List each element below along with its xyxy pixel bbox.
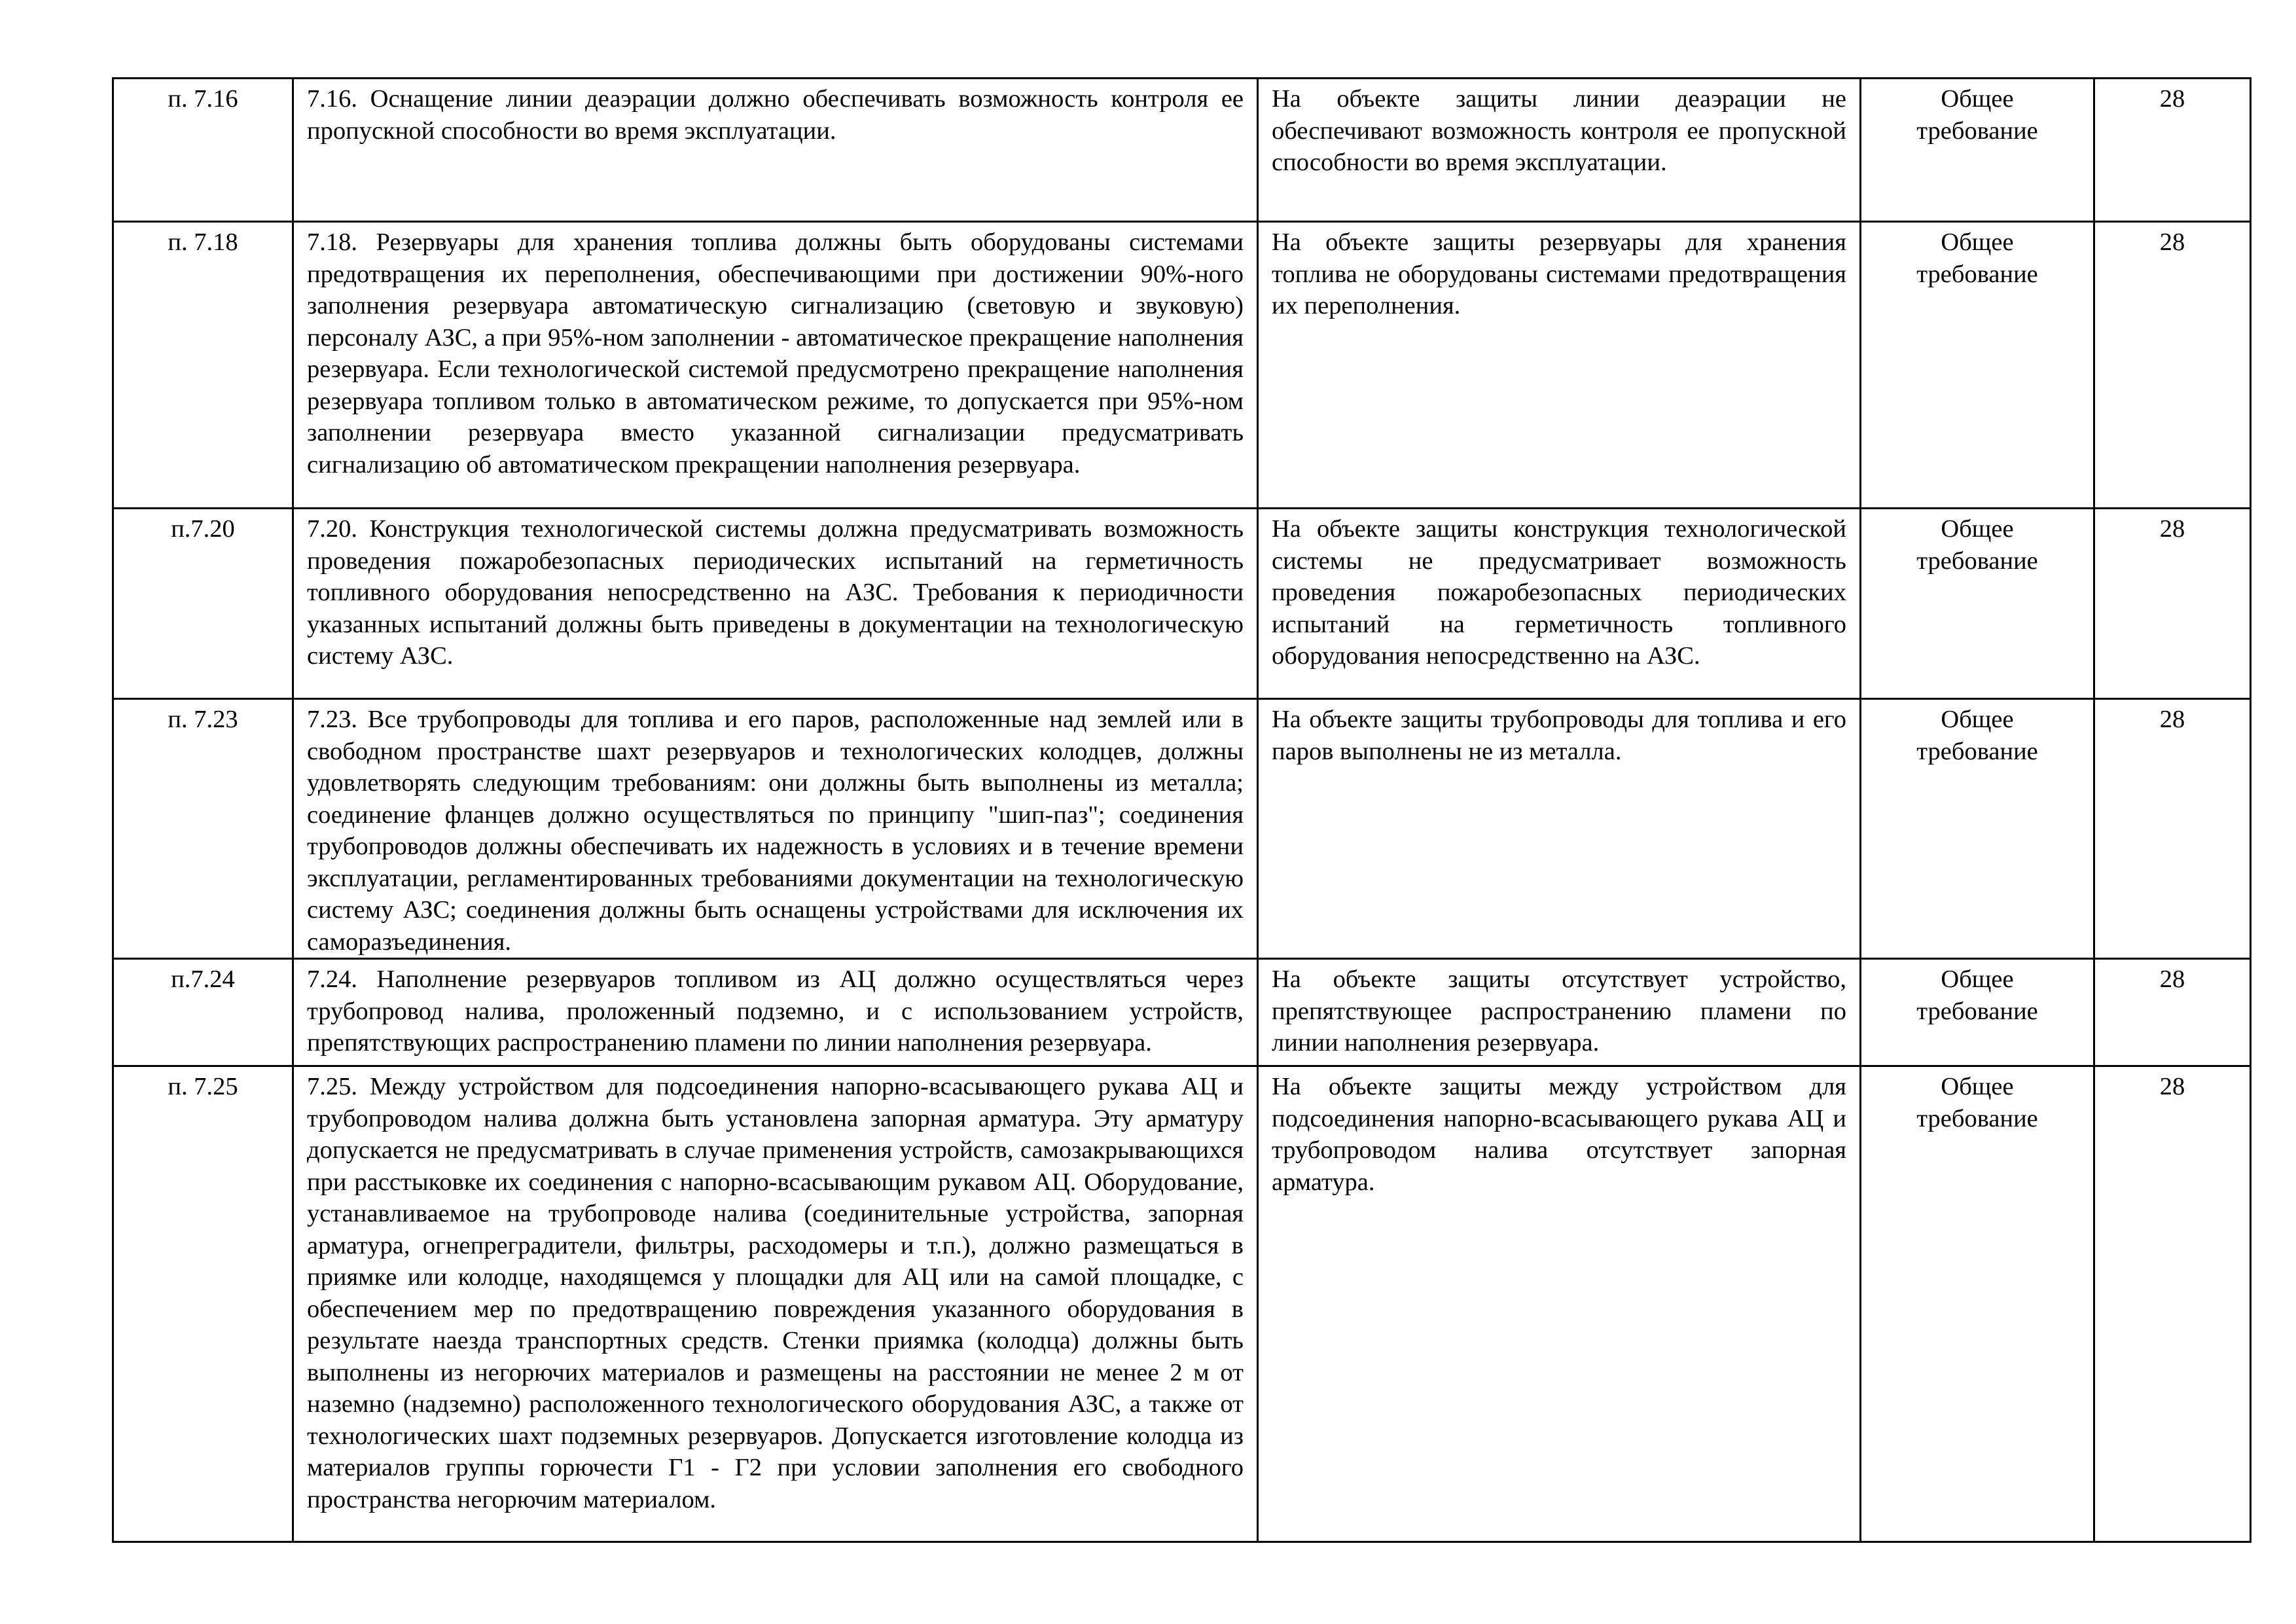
requirement-type-cell (1861, 699, 2094, 959)
clause-reference-cell: п. 7.16 (113, 79, 293, 222)
number-cell: 28 (2094, 1066, 2251, 1542)
requirement-type-line2: требование (1916, 1104, 2038, 1132)
requirement-text-cell: 7.16. Оснащение линии деаэрации должно обеспечивать возможность контроля ее пропускной способности во время эксплуатации. (293, 79, 1258, 222)
requirements-table (112, 77, 2251, 1543)
requirement-text-cell: 7.20. Конструкция технологической системы должна предусматривать возможность проведения пожаробезопасных периодических испытаний на герметичность топливного оборудования непосредственно на АЗС. Требования к периодичности указанных испытаний должны быть приведены в документации на технологическую систему АЗС. (293, 509, 1258, 699)
requirement-type-line1: Общее (1941, 228, 2014, 256)
clause-reference-cell: п. 7.23 (113, 699, 293, 959)
requirement-type-line1: Общее (1941, 965, 2014, 993)
requirement-type-cell (1861, 79, 2094, 222)
requirement-type-line1: Общее (1941, 706, 2014, 733)
number-cell: 28 (2094, 699, 2251, 959)
requirement-type-line1: Общее (1941, 1073, 2014, 1100)
requirement-type-cell (1861, 509, 2094, 699)
requirement-type-cell (1861, 959, 2094, 1066)
clause-reference-cell: п. 7.18 (113, 222, 293, 509)
requirement-type-cell (1861, 1066, 2094, 1542)
number-cell: 28 (2094, 959, 2251, 1066)
violation-description-cell: На объекте защиты резервуары для хранения топлива не оборудованы системами предотвращения их переполнения. (1258, 222, 1861, 509)
violation-description-cell: На объекте защиты линии деаэрации не обеспечивают возможность контроля ее пропускной способности во время эксплуатации. (1258, 79, 1861, 222)
table-row (113, 222, 2251, 509)
requirement-type-line2: требование (1916, 260, 2038, 288)
requirement-type-line2: требование (1916, 997, 2038, 1025)
clause-reference-cell: п.7.24 (113, 959, 293, 1066)
number-cell: 28 (2094, 79, 2251, 222)
clause-reference-cell: п. 7.25 (113, 1066, 293, 1542)
requirement-type-line1: Общее (1941, 515, 2014, 543)
violation-description-cell: На объекте защиты отсутствует устройство, препятствующее распространению пламени по линии наполнения резервуара. (1258, 959, 1861, 1066)
table-row (113, 699, 2251, 959)
table-row (113, 959, 2251, 1066)
table-row (113, 1066, 2251, 1542)
number-cell: 28 (2094, 222, 2251, 509)
table-row (113, 79, 2251, 222)
requirement-text-cell: 7.24. Наполнение резервуаров топливом из АЦ должно осуществляться через трубопровод налива, проложенный подземно, и с использованием устройств, препятствующих распространению пламени по линии наполнения резервуара. (293, 959, 1258, 1066)
requirement-type-line2: требование (1916, 547, 2038, 575)
requirement-type-line2: требование (1916, 117, 2038, 145)
requirement-text-cell: 7.18. Резервуары для хранения топлива должны быть оборудованы системами предотвращения их переполнения, обеспечивающими при достижении 90%-ного заполнения резервуара автоматическую сигнализацию (световую и звуковую) персоналу АЗС, а при 95%-ном заполнении - автоматическое прекращение наполнения резервуара. Если технологической системой предусмотрено прекращение наполнения резервуара топливом только в автоматическом режиме, то допускается при 95%-ном заполнении резервуара вместо указанной сигнализации предусматривать сигнализацию об автоматическом прекращении наполнения резервуара. (293, 222, 1258, 509)
table-row (113, 509, 2251, 699)
requirement-type-line1: Общее (1941, 85, 2014, 113)
requirement-text-cell: 7.23. Все трубопроводы для топлива и его паров, расположенные над землей или в свободном пространстве шахт резервуаров и технологических колодцев, должны удовлетворять следующим требованиям: они должны быть выполнены из металла; соединение фланцев должно осуществляться по принципу "шип-паз"; соединения трубопроводов должны обеспечивать их надежность в условиях и в течение времени эксплуатации, регламентированных требованиями документации на технологическую систему АЗС; соединения должны быть оснащены устройствами для исключения их саморазъединения. (293, 699, 1258, 959)
violation-description-cell: На объекте защиты трубопроводы для топлива и его паров выполнены не из металла. (1258, 699, 1861, 959)
requirement-text-cell: 7.25. Между устройством для подсоединения напорно-всасывающего рукава АЦ и трубопроводом налива должна быть установлена запорная арматура. Эту арматуру допускается не предусматривать в случае применения устройств, самозакрывающихся при расстыковке их соединения с напорно-всасывающим рукавом АЦ. Оборудование, устанавливаемое на трубопроводе налива (соединительные устройства, запорная арматура, огнепреградители, фильтры, расходомеры и т.п.), должно размещаться в приямке или колодце, находящемся у площадки для АЦ или на самой площадке, с обеспечением мер по предотвращению повреждения указанного оборудования в результате наезда транспортных средств. Стенки приямка (колодца) должны быть выполнены из негорючих материалов и размещены на расстоянии не менее 2 м от наземно (надземно) расположенного технологического оборудования АЗС, а также от технологических шахт подземных резервуаров. Допускается изготовление колодца из материалов группы горючести Г1 - Г2 при условии заполнения его свободного пространства негорючим материалом. (293, 1066, 1258, 1542)
clause-reference-cell: п.7.20 (113, 509, 293, 699)
number-cell: 28 (2094, 509, 2251, 699)
violation-description-cell: На объекте защиты между устройством для подсоединения напорно-всасывающего рукава АЦ и трубопроводом налива отсутствует запорная арматура. (1258, 1066, 1861, 1542)
requirement-type-line2: требование (1916, 737, 2038, 765)
requirement-type-cell (1861, 222, 2094, 509)
violation-description-cell: На объекте защиты конструкция технологической системы не предусматривает возможность проведения пожаробезопасных периодических испытаний на герметичность топливного оборудования непосредственно на АЗС. (1258, 509, 1861, 699)
